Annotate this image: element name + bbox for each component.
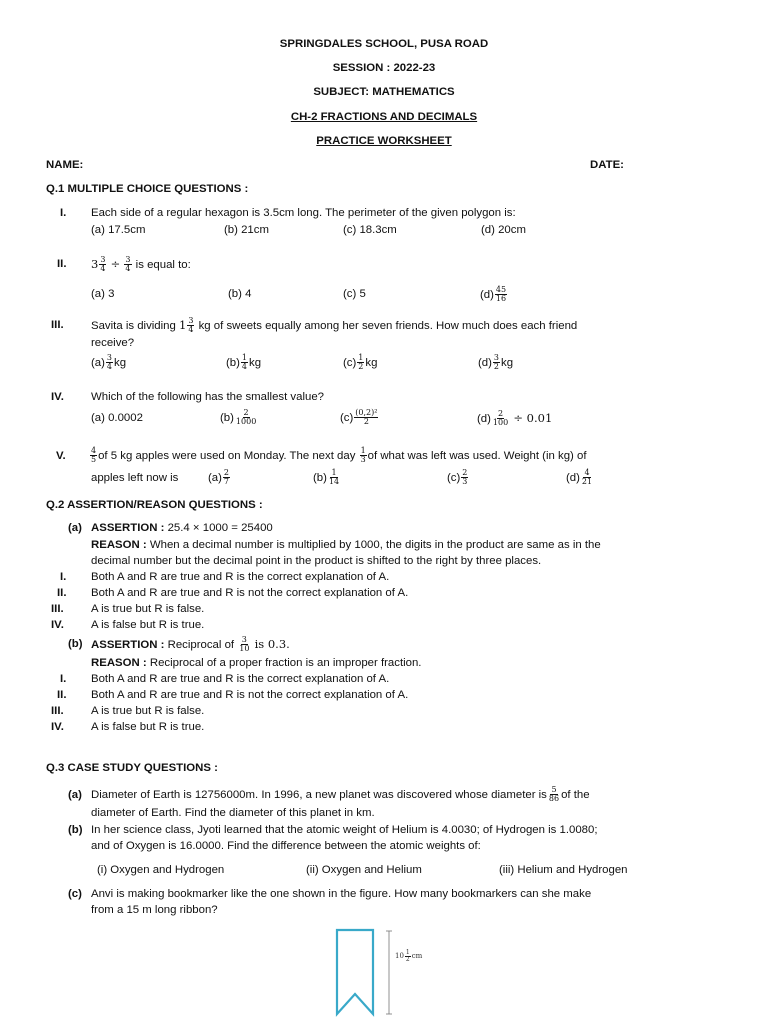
q1-iv-option-a: (a) 0.0002 <box>91 412 143 424</box>
q2-b-option-3-number: III. <box>51 705 64 717</box>
q3-b-option-1: (i) Oxygen and Hydrogen <box>97 864 225 876</box>
q1-iv-number: IV. <box>51 391 64 403</box>
q2-b-option-2: Both A and R are true and R is not the correct explanation of A. <box>91 689 409 701</box>
q3-b-text: In her science class, Jyoti learned that the atomic weight of Helium is 4.0030; of Hydrogen is 1.0080; <box>91 824 598 836</box>
q1-heading: Q.1 MULTIPLE CHOICE QUESTIONS : <box>46 183 249 195</box>
q2-b-option-4-number: IV. <box>51 721 64 733</box>
q3-c-label: (c) <box>68 888 82 900</box>
q1-iii-option-c: (c) $\frac{1}{2}$ kg <box>343 353 378 372</box>
q3-b-option-2: (ii) Oxygen and Helium <box>306 864 422 876</box>
fraction: $\frac{5}{86}$ <box>548 785 560 804</box>
fraction: $\frac{2}{3}$ <box>462 468 468 487</box>
school-name: SPRINGDALES SCHOOL, PUSA ROAD <box>279 38 489 50</box>
q3-b-label: (b) <box>68 824 83 836</box>
fraction: $\frac{1}{2}$ <box>358 353 364 372</box>
q2-a-option-4-number: IV. <box>51 619 64 631</box>
q2-b-option-2-number: II. <box>57 689 67 701</box>
subject: SUBJECT: MATHEMATICS <box>313 86 455 98</box>
divide-sign: ÷ <box>110 257 121 271</box>
bookmark-figure <box>330 926 450 1020</box>
mixed-whole: 3 <box>91 257 99 271</box>
q2-b-option-1-number: I. <box>60 673 67 685</box>
session: SESSION : 2022-23 <box>332 62 436 74</box>
q2-a-reason: REASON : When a decimal number is multiplied by 1000, the digits in the product are same as in the <box>91 539 601 551</box>
name-label: NAME: <box>46 159 84 171</box>
q3-a-text: Diameter of Earth is 12756000m. In 1996, a new planet was discovered whose diameter is $\frac{5}{86}$ of the <box>91 785 590 804</box>
q1-ii-option-c: (c) 5 <box>343 288 366 300</box>
q2-a-option-1-number: I. <box>60 571 67 583</box>
q1-ii-question <box>91 252 191 277</box>
q2-b-option-4: A is false but R is true. <box>91 721 205 733</box>
q1-i-option-b: (b) 21cm <box>224 224 269 236</box>
worksheet-title: PRACTICE WORKSHEET <box>316 135 452 147</box>
fraction: $\frac{3}{2}$ <box>493 353 500 372</box>
bookmark-dimension-label: 10 $\frac{1}{2}$ cm <box>395 948 423 963</box>
fraction: $\frac{2}{1000}$ <box>235 408 257 427</box>
date-label: DATE: <box>590 159 624 171</box>
q1-ii-option-a: (a) 3 <box>91 288 115 300</box>
q3-a-text-line2: diameter of Earth. Find the diameter of this planet in km. <box>91 807 375 819</box>
q1-iv-option-b: (b) $\frac{2}{1000}$ <box>220 408 257 427</box>
q3-heading: Q.3 CASE STUDY QUESTIONS : <box>46 762 218 774</box>
q2-b-assertion: ASSERTION : Reciprocal of $\frac{3}{10}$ is 0.3. <box>91 635 290 654</box>
q2-a-assertion: ASSERTION : 25.4 × 1000 = 25400 <box>91 522 273 534</box>
q2-a-option-2-number: II. <box>57 587 67 599</box>
q1-iii-option-d: (d) $\frac{3}{2}$ kg <box>478 353 514 372</box>
q1-iii-option-a: (a) $\frac{3}{4}$ kg <box>91 353 127 372</box>
q1-v-option-c: (c) $\frac{2}{3}$ <box>447 468 468 487</box>
q2-a-option-3-number: III. <box>51 603 64 615</box>
q2-a-option-1: Both A and R are true and R is the correct explanation of A. <box>91 571 390 583</box>
q1-ii-option-b: (b) 4 <box>228 288 252 300</box>
q2-b-label: (b) <box>68 638 83 650</box>
q1-v-option-b: (b) $\frac{1}{14}$ <box>313 468 340 487</box>
fraction: $\frac{3}{4}$ <box>106 353 113 372</box>
q2-b-option-1: Both A and R are true and R is the correct explanation of A. <box>91 673 390 685</box>
chapter-title: CH-2 FRACTIONS AND DECIMALS <box>290 111 478 123</box>
fraction: $\frac{2}{100}$ <box>492 409 509 428</box>
q1-ii-number: II. <box>57 258 67 270</box>
q1-i-number: I. <box>60 207 67 219</box>
q2-a-option-3: A is true but R is false. <box>91 603 205 615</box>
fraction: $\frac{3}{4}$ <box>100 255 106 274</box>
q2-a-label: (a) <box>68 522 82 534</box>
q1-iv-option-c: (c) $\frac{\text{(0,2)²}}{2}$ <box>340 408 378 427</box>
q3-c-text-line2: from a 15 m long ribbon? <box>91 904 218 916</box>
q2-b-reason: REASON : Reciprocal of a proper fraction is an improper fraction. <box>91 657 422 669</box>
q1-v-option-a: (a) $\frac{2}{7}$ <box>208 468 230 487</box>
fraction: $\frac{\text{(0,2)²}}{2}$ <box>355 408 378 427</box>
q1-i-text: Each side of a regular hexagon is 3.5cm long. The perimeter of the given polygon is: <box>91 207 516 219</box>
q2-b-option-3: A is true but R is false. <box>91 705 205 717</box>
fraction: $\frac{1}{14}$ <box>328 468 340 487</box>
q3-c-text: Anvi is making bookmarker like the one shown in the figure. How many bookmarkers can she make <box>91 888 592 900</box>
fraction: $\frac{45}{16}$ <box>495 285 507 304</box>
q1-iii-number: III. <box>51 319 64 331</box>
fraction: $\frac{2}{7}$ <box>223 468 230 487</box>
fraction: $\frac{1}{4}$ <box>241 353 248 372</box>
q1-iii-text-line2: receive? <box>91 337 135 349</box>
q2-a-reason-line2: decimal number but the decimal point in the product is shifted to the right by three places. <box>91 555 542 567</box>
q1-v-number: V. <box>56 450 66 462</box>
q2-heading: Q.2 ASSERTION/REASON QUESTIONS : <box>46 499 263 511</box>
q1-ii-text: is equal to: <box>135 259 191 271</box>
fraction: $\frac{3}{4}$ <box>125 255 131 274</box>
q2-a-option-4: A is false but R is true. <box>91 619 205 631</box>
bookmark-shape <box>337 930 373 1014</box>
q3-b-option-3: (iii) Helium and Hydrogen <box>499 864 628 876</box>
q1-v-option-d: (d) $\frac{4}{21}$ <box>566 468 593 487</box>
fraction: $\frac{3}{4}$ <box>188 316 194 335</box>
q1-ii-option-d: (d) $\frac{45}{16}$ <box>480 285 507 304</box>
q1-i-option-a: (a) 17.5cm <box>91 224 146 236</box>
q1-i-option-c: (c) 18.3cm <box>343 224 397 236</box>
q2-a-option-2: Both A and R are true and R is not the correct explanation of A. <box>91 587 409 599</box>
q3-a-label: (a) <box>68 789 82 801</box>
q1-v-text-line2: apples left now is <box>91 472 179 484</box>
fraction: $\frac{1}{3}$ <box>360 446 366 465</box>
q1-iv-text: Which of the following has the smallest value? <box>91 391 324 403</box>
fraction: $\frac{3}{10}$ <box>239 635 250 654</box>
fraction: $\frac{4}{21}$ <box>581 468 593 487</box>
q1-iv-option-d: (d) $\frac{2}{100}$ ÷ 0.01 <box>477 409 553 428</box>
q1-iii-text: Savita is dividing 1 $\frac{3}{4}$ kg of sweets equally among her seven friends. How much does each friend <box>91 316 578 335</box>
q1-iii-option-b: (b) $\frac{1}{4}$ kg <box>226 353 262 372</box>
q3-b-text-line2: and of Oxygen is 16.0000. Find the difference between the atomic weights of: <box>91 840 481 852</box>
q1-i-option-d: (d) 20cm <box>481 224 526 236</box>
q1-v-text: $\frac{4}{5}$ of 5 kg apples were used on Monday. The next day $\frac{1}{3}$ of what was left was used. Weight (in kg) of <box>91 446 587 465</box>
fraction: $\frac{4}{5}$ <box>91 446 97 465</box>
